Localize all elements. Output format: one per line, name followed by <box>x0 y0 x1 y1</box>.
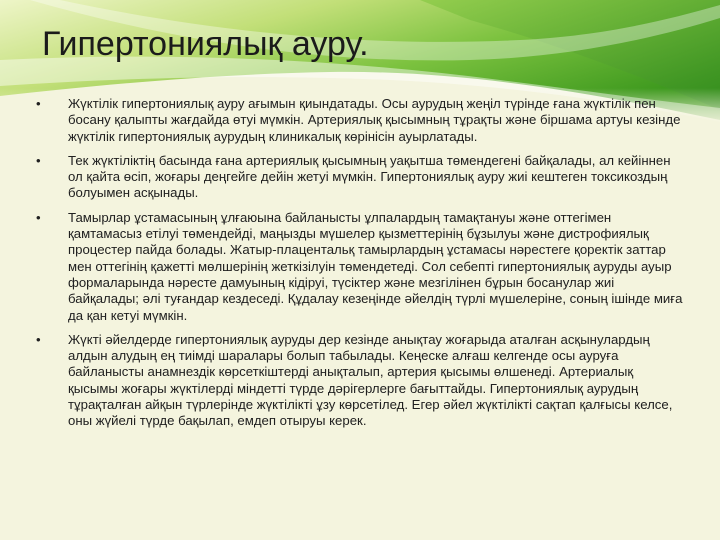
slide-title: Гипертониялық ауру. <box>42 25 369 63</box>
bullet-icon: • <box>36 152 41 168</box>
bullet-text: Тек жүктіліктің басында ғана артериялық қысымның уақытша төмендегені байқалады, ал кейіннен ол қайта өсіп, жоғары деңгейге дейін жетуі мүмкін. Гипертониялық ауру жиі кештеген токсикоздың болуымен асқынады. <box>68 152 671 201</box>
bullet-item <box>36 96 686 145</box>
bullet-icon: • <box>36 96 41 111</box>
bullet-text: Тамырлар ұстамасының ұлғаюына байланысты ұлпалардың тамақтануы және оттегімен қамтамасыз етілуі төмендейді, маңызды мүшелер қызметтерінің бұзылуы және дистрофиялық процестер пайда болады. Жатыр-плацентальқ тамырлардың ұстамасы нәрестеге қоректік заттар мен оттегінің қажетті мөлшерінің жеткізілуін төмендетеді. Сол себепті гипертониялық ауруды ауыр формаларында нәресте дамуының кідіруі, түсіктер және мезгілінен бұрын босанулар жиі байқалады; әлі туғандар кездеседі. Құдалау кезеңінде әйелдің түрлі мүшелеріне, соның ішінде миға да қан кетуі мүмкін. <box>68 209 683 323</box>
bullet-item <box>36 153 686 202</box>
bullet-item <box>36 210 686 324</box>
bullet-item <box>36 332 686 430</box>
bullet-icon: • <box>36 331 41 347</box>
bullet-list <box>36 96 686 438</box>
bullet-text: Жүкті әйелдерде гипертониялық ауруды дер кезінде анықтау жоғарыда аталған асқынулардың алдын алудың ең тиімді шаралары болып табылады. Кеңеске алғаш келгенде осы ауруға байланысты анамнездік көрсеткіштерді анықталып, артерия қысымы өлшенеді. Артериалық қысымы жоғары жүктілерді міндетті түрде дәрігерлерге бағыттайды. Гипертониялық аурудың тұрақталған айқын түрлерінде жүктілікті ұзу көрсетілед. Егер әйел жүктілікті сақтап қалғысы келсе, оны жүйелі түрде бақылап, емдеп отыруы керек. <box>68 331 673 429</box>
bullet-icon: • <box>36 209 41 225</box>
bullet-text: Жүктілік гипертониялық ауру ағымын қиындатады. Осы аурудың жеңіл түрінде ғана жүктілік пен босану қалыпты жағдайда өтуі мүмкін. Артериялық қысымның тұрақты және біршама артуы кезінде жүктілік гипертониялық аурудың клиникалық көрінісін ауырлатады. <box>68 96 681 144</box>
